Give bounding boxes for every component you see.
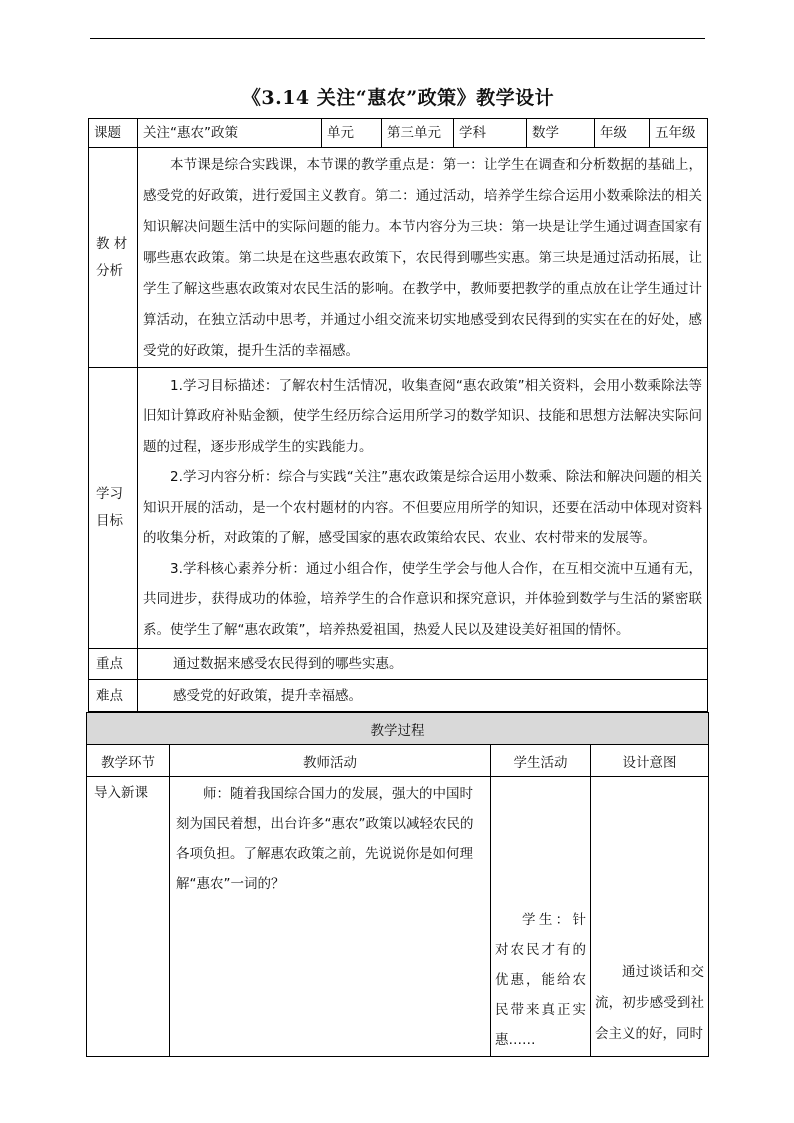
key-point-label: 重点 bbox=[89, 649, 138, 680]
learning-goals-label bbox=[89, 368, 138, 649]
grade-value: 五年级 bbox=[650, 119, 708, 148]
process-row-intro bbox=[87, 777, 709, 1057]
difficult-point-text: 感受党的好政策，提升幸福感。 bbox=[138, 680, 708, 712]
plan-info-table bbox=[88, 118, 708, 712]
subject-label: 学科 bbox=[454, 119, 527, 148]
teacher-activity-cell: 师：随着我国综合国力的发展，强大的中国时刻为国民着想，出台许多“惠农”政策以减轻农民的各项负担。了解惠农政策之前，先说说你是如何理解“惠农”一词的？ bbox=[170, 777, 491, 1057]
learning-goal-item-3: 3.学科核心素养分析：通过小组合作，使学生学会与他人合作，在互相交流中互通有无，共同进步，获得成功的体验，培养学生的合作意识和探究意识，并体验到数学与生活的紧密联系。使学生了解“惠农政策”，培养热爱祖国，热爱人民以及建设美好祖国的情怀。 bbox=[143, 560, 702, 638]
col-teacher-header: 教师活动 bbox=[170, 745, 491, 777]
unit-label: 单元 bbox=[322, 119, 382, 148]
subject-value: 数学 bbox=[527, 119, 595, 148]
process-columns-row bbox=[87, 745, 709, 777]
material-analysis-row bbox=[89, 148, 708, 368]
process-header-row bbox=[87, 713, 709, 745]
topic-label: 课题 bbox=[89, 119, 138, 148]
unit-value: 第三单元 bbox=[382, 119, 454, 148]
header-rule bbox=[90, 38, 705, 39]
grade-label: 年级 bbox=[595, 119, 650, 148]
design-intent-cell: 通过谈话和交流，初步感受到社会主义的好，同时 bbox=[591, 777, 709, 1057]
student-activity-cell: 学生：针对农民才有的优惠，能给农民带来真正实惠…… bbox=[491, 777, 591, 1057]
info-row bbox=[89, 119, 708, 148]
material-analysis-label bbox=[89, 148, 138, 368]
learning-goals-label-line2: 目标 bbox=[96, 513, 123, 529]
stage-cell: 导入新课 bbox=[87, 777, 170, 1057]
learning-goals-row bbox=[89, 368, 708, 649]
col-stage-header: 教学环节 bbox=[87, 745, 170, 777]
learning-goal-item-2: 2.学习内容分析：综合与实践“关注”惠农政策是综合运用小数乘、除法和解决问题的相关知识开展的活动，是一个农村题材的内容。不但要应用所学的知识，还要在活动中体现对资料的收集分析，对政策的了解，感受国家的惠农政策给农民、农业、农村带来的发展等。 bbox=[143, 469, 702, 547]
teaching-process-table bbox=[86, 712, 709, 1057]
material-analysis-text: 本节课是综合实践课，本节课的教学重点是：第一：让学生在调查和分析数据的基础上，感受党的好政策，进行爱国主义教育。第二：通过活动，培养学生综合运用小数乘除法的相关知识解决问题生活中的实际问题的能力。本节内容分为三块：第一块是让学生通过调查国家有哪些惠农政策。第二块是在这些惠农政策下，农民得到哪些实惠。第三块是通过活动拓展，让学生了解这些惠农政策对农民生活的影响。在教学中，教师要把教学的重点放在让学生通过计算活动，在独立活动中思考，并通过小组交流来切实地感受到农民得到的实实在在的好处，感受党的好政策，提升生活的幸福感。 bbox=[138, 148, 708, 368]
col-student-header: 学生活动 bbox=[491, 745, 591, 777]
learning-goal-item-1: 1.学习目标描述：了解农村生活情况，收集查阅“惠农政策”相关资料，会用小数乘除法等旧知计算政府补贴金额，使学生经历综合运用所学习的数学知识、技能和思想方法解决实际问题的过程，逐步形成学生的实践能力。 bbox=[143, 377, 702, 455]
learning-goals-content bbox=[138, 368, 708, 649]
key-point-text: 通过数据来感受农民得到的哪些实惠。 bbox=[138, 649, 708, 680]
document-title: 《3.14 关注“惠农”政策》教学设计 bbox=[241, 87, 555, 109]
difficult-point-label: 难点 bbox=[89, 680, 138, 712]
material-analysis-label-line2: 分析 bbox=[96, 262, 123, 279]
process-header: 教学过程 bbox=[87, 713, 709, 745]
difficult-point-row bbox=[89, 680, 708, 712]
key-point-row bbox=[89, 649, 708, 680]
learning-goals-label-line1: 学习 bbox=[96, 486, 123, 502]
topic-value: 关注“惠农”政策 bbox=[138, 119, 322, 148]
material-analysis-label-line1: 教 材 bbox=[96, 235, 128, 252]
col-design-header: 设计意图 bbox=[591, 745, 709, 777]
